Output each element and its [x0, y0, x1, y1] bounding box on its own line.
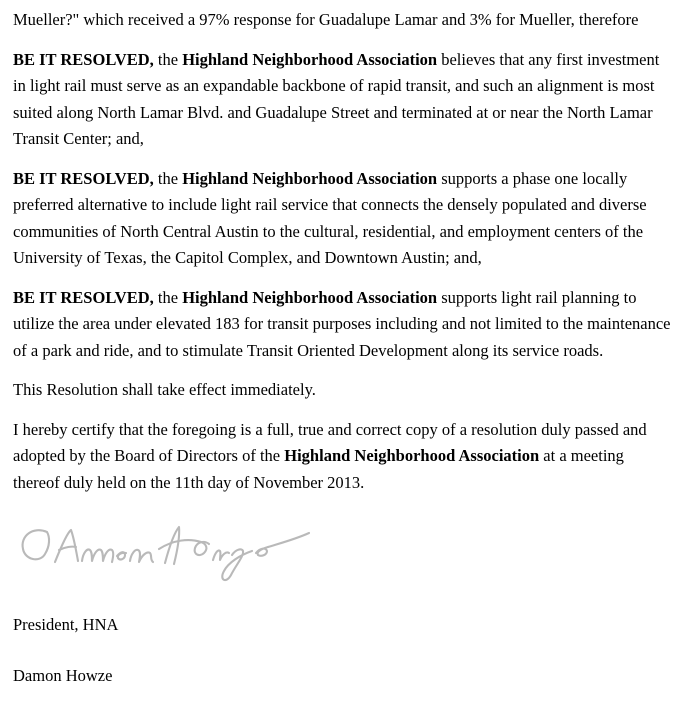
text-run: This Resolution shall take effect immediately.: [13, 380, 316, 399]
text-run: Mueller?" which received a 97% response for Guadalupe Lamar and 3% for Mueller, therefore: [13, 10, 639, 29]
text-run: the: [153, 168, 183, 188]
text-run: the: [153, 49, 183, 69]
document-body: [13, 7, 672, 496]
bold-text-run: Highland Neighborhood Association: [182, 49, 438, 69]
paragraph: [13, 377, 672, 404]
text-run: at a meeting thereof duly held on the 11th day of November 2013.: [13, 446, 624, 492]
text-run: supports a phase one locally preferred alternative to include light rail service that connects the densely populated and diverse communities of North Central Austin to the cultural, residential, and employment centers of the University of Texas, the Capitol Complex, and Downtown Austin; and,: [13, 168, 647, 267]
signature-block: [13, 516, 672, 596]
signer-printed-name: Damon Howze: [13, 665, 113, 685]
text-run: the: [153, 287, 183, 307]
text-run: I hereby certify that the foregoing is a full, true and correct copy of a resolution duly passed and adopted by the Board of Directors of the: [13, 419, 647, 465]
bold-text-run: BE IT RESOLVED,: [13, 287, 154, 307]
bold-text-run: BE IT RESOLVED,: [13, 168, 154, 188]
text-run: believes that any first investment in light rail must serve as an expandable backbone of rapid transit, and such an alignment is most suited along North Lamar Blvd. and Guadalupe Street and terminated at or near the North Lamar Transit Center; and,: [13, 49, 660, 148]
paragraph: [13, 166, 672, 272]
bold-text-run: Highland Neighborhood Association: [284, 446, 540, 465]
signer-title: President, HNA: [13, 615, 119, 634]
bold-text-run: BE IT RESOLVED,: [13, 49, 154, 69]
paragraph: [13, 417, 672, 497]
bold-text-run: Highland Neighborhood Association: [182, 287, 438, 307]
paragraph: [13, 285, 672, 365]
paragraph: [13, 7, 672, 34]
bold-text-run: Highland Neighborhood Association: [182, 168, 438, 188]
handwritten-signature-image: [13, 516, 313, 596]
text-run: supports light rail planning to utilize the area under elevated 183 for transit purposes including and not limited to the maintenance of a park and ride, and to stimulate Transit Oriented Development along its service roads.: [13, 287, 671, 360]
signature-strokes: [23, 527, 309, 580]
paragraph: [13, 47, 672, 153]
